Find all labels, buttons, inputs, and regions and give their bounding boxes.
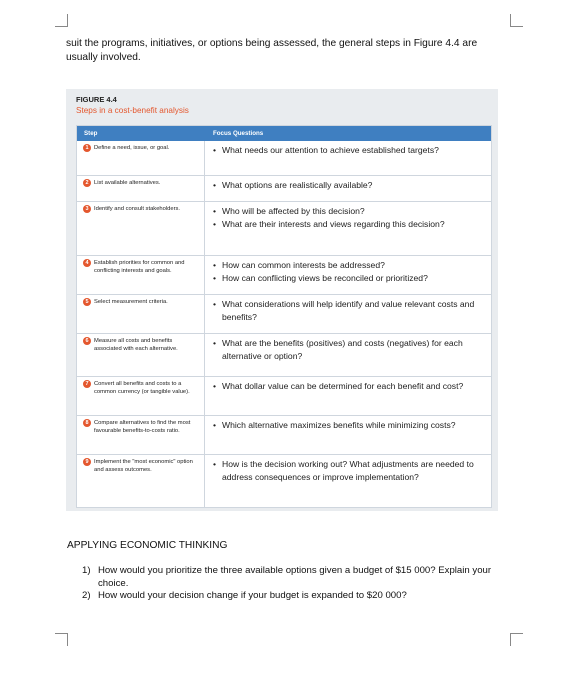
crop-mark-bottom-left	[55, 633, 68, 646]
step-number-badge: 3	[83, 205, 91, 213]
focus-questions-cell	[213, 458, 485, 483]
step-text: List available alternatives.	[94, 180, 161, 186]
focus-question	[213, 298, 485, 323]
table-row	[77, 454, 491, 507]
step-number-badge: 5	[83, 298, 91, 306]
table-row	[77, 201, 491, 255]
focus-question	[213, 205, 485, 218]
step-text: Convert all benefits and costs to a common currency (or tangible value).	[94, 381, 190, 395]
bullet-icon: •	[213, 420, 217, 430]
table-header	[77, 126, 491, 141]
focus-question	[213, 179, 485, 192]
step-text: Establish priorities for common and conflicting interests and goals.	[94, 260, 185, 274]
focus-question	[213, 259, 485, 272]
focus-question-text: What options are realistically available?	[222, 180, 373, 190]
focus-questions-cell	[213, 144, 485, 157]
focus-questions-cell	[213, 205, 485, 230]
step-cell	[77, 256, 205, 294]
step-number-badge: 1	[83, 144, 91, 152]
focus-question	[213, 380, 485, 393]
focus-question-text: What considerations will help identify and value relevant costs and benefits?	[222, 299, 475, 322]
focus-question-text: How is the decision working out? What adjustments are needed to address consequences or improve implementation?	[222, 459, 474, 482]
step-cell	[77, 202, 205, 255]
table-row	[77, 294, 491, 333]
step-number-badge: 2	[83, 179, 91, 187]
step-cell	[77, 141, 205, 175]
step-cell	[77, 334, 205, 376]
step-number-badge: 7	[83, 380, 91, 388]
section-title: APPLYING ECONOMIC THINKING	[67, 540, 228, 551]
focus-question	[213, 218, 485, 231]
intro-paragraph: suit the programs, initiatives, or options being assessed, the general steps in Figure 4.4 are usually involved.	[66, 38, 478, 63]
step-text: Define a need, issue, or goal.	[94, 145, 170, 151]
focus-question-text: What dollar value can be determined for each benefit and cost?	[222, 381, 464, 391]
question-item	[82, 565, 512, 590]
focus-question-text: What are their interests and views regarding this decision?	[222, 218, 445, 229]
cost-benefit-table	[76, 125, 492, 508]
bullet-icon: •	[213, 338, 217, 348]
step-number-badge: 8	[83, 419, 91, 427]
header-focus-questions: Focus Questions	[213, 130, 264, 137]
bullet-icon: •	[213, 299, 217, 309]
step-number-badge: 4	[83, 259, 91, 267]
step-text: Identify and consult stakeholders.	[94, 206, 181, 212]
table-body	[77, 141, 491, 507]
focus-questions-cell	[213, 337, 485, 362]
step-text: Measure all costs and benefits associated with each alternative.	[94, 338, 178, 352]
table-row	[77, 376, 491, 415]
crop-mark-top-left	[55, 14, 68, 27]
focus-questions-cell	[213, 259, 485, 284]
figure-4-4	[66, 89, 498, 511]
crop-mark-bottom-right	[510, 633, 523, 646]
question-item	[82, 590, 512, 603]
step-cell	[77, 295, 205, 333]
figure-title: Steps in a cost-benefit analysis	[76, 106, 189, 115]
focus-question	[213, 144, 485, 157]
focus-question	[213, 458, 485, 483]
figure-label: FIGURE 4.4	[76, 95, 117, 104]
crop-mark-top-right	[510, 14, 523, 27]
focus-question-text: What needs our attention to achieve established targets?	[222, 145, 439, 155]
step-cell	[77, 377, 205, 415]
table-row	[77, 333, 491, 376]
bullet-icon: •	[213, 272, 217, 283]
focus-question	[213, 337, 485, 362]
focus-question-text: How can common interests be addressed?	[222, 260, 385, 270]
bullet-icon: •	[213, 218, 217, 229]
table-row	[77, 141, 491, 175]
focus-question	[213, 272, 485, 285]
step-number-badge: 9	[83, 458, 91, 466]
bullet-icon: •	[213, 145, 217, 155]
bullet-icon: •	[213, 206, 217, 216]
bullet-icon: •	[213, 260, 217, 270]
header-step: Step	[84, 130, 98, 137]
step-cell	[77, 176, 205, 201]
bullet-icon: •	[213, 459, 217, 469]
table-row	[77, 415, 491, 454]
focus-question	[213, 419, 485, 432]
question-number: 1)	[82, 565, 91, 576]
focus-question-text: Who will be affected by this decision?	[222, 206, 365, 216]
question-text: How would your decision change if your budget is expanded to $20 000?	[98, 590, 407, 601]
question-list	[82, 565, 512, 603]
step-text: Compare alternatives to find the most favourable benefits-to-costs ratio.	[94, 420, 191, 434]
step-cell	[77, 455, 205, 507]
focus-questions-cell	[213, 298, 485, 323]
focus-question-text: What are the benefits (positives) and costs (negatives) for each alternative or option?	[222, 338, 463, 361]
question-text: How would you prioritize the three available options given a budget of $15 000? Explain your choice.	[98, 565, 492, 589]
question-number: 2)	[82, 590, 91, 601]
bullet-icon: •	[213, 381, 217, 391]
step-cell	[77, 416, 205, 454]
table-row	[77, 175, 491, 201]
focus-questions-cell	[213, 179, 485, 192]
focus-question-text: How can conflicting views be reconciled or prioritized?	[222, 272, 428, 283]
bullet-icon: •	[213, 180, 217, 190]
table-row	[77, 255, 491, 294]
step-number-badge: 6	[83, 337, 91, 345]
focus-question-text: Which alternative maximizes benefits while minimizing costs?	[222, 420, 456, 430]
focus-questions-cell	[213, 380, 485, 393]
step-text: Select measurement criteria.	[94, 299, 168, 305]
step-text: Implement the "most economic" option and assess outcomes.	[94, 459, 193, 473]
focus-questions-cell	[213, 419, 485, 432]
